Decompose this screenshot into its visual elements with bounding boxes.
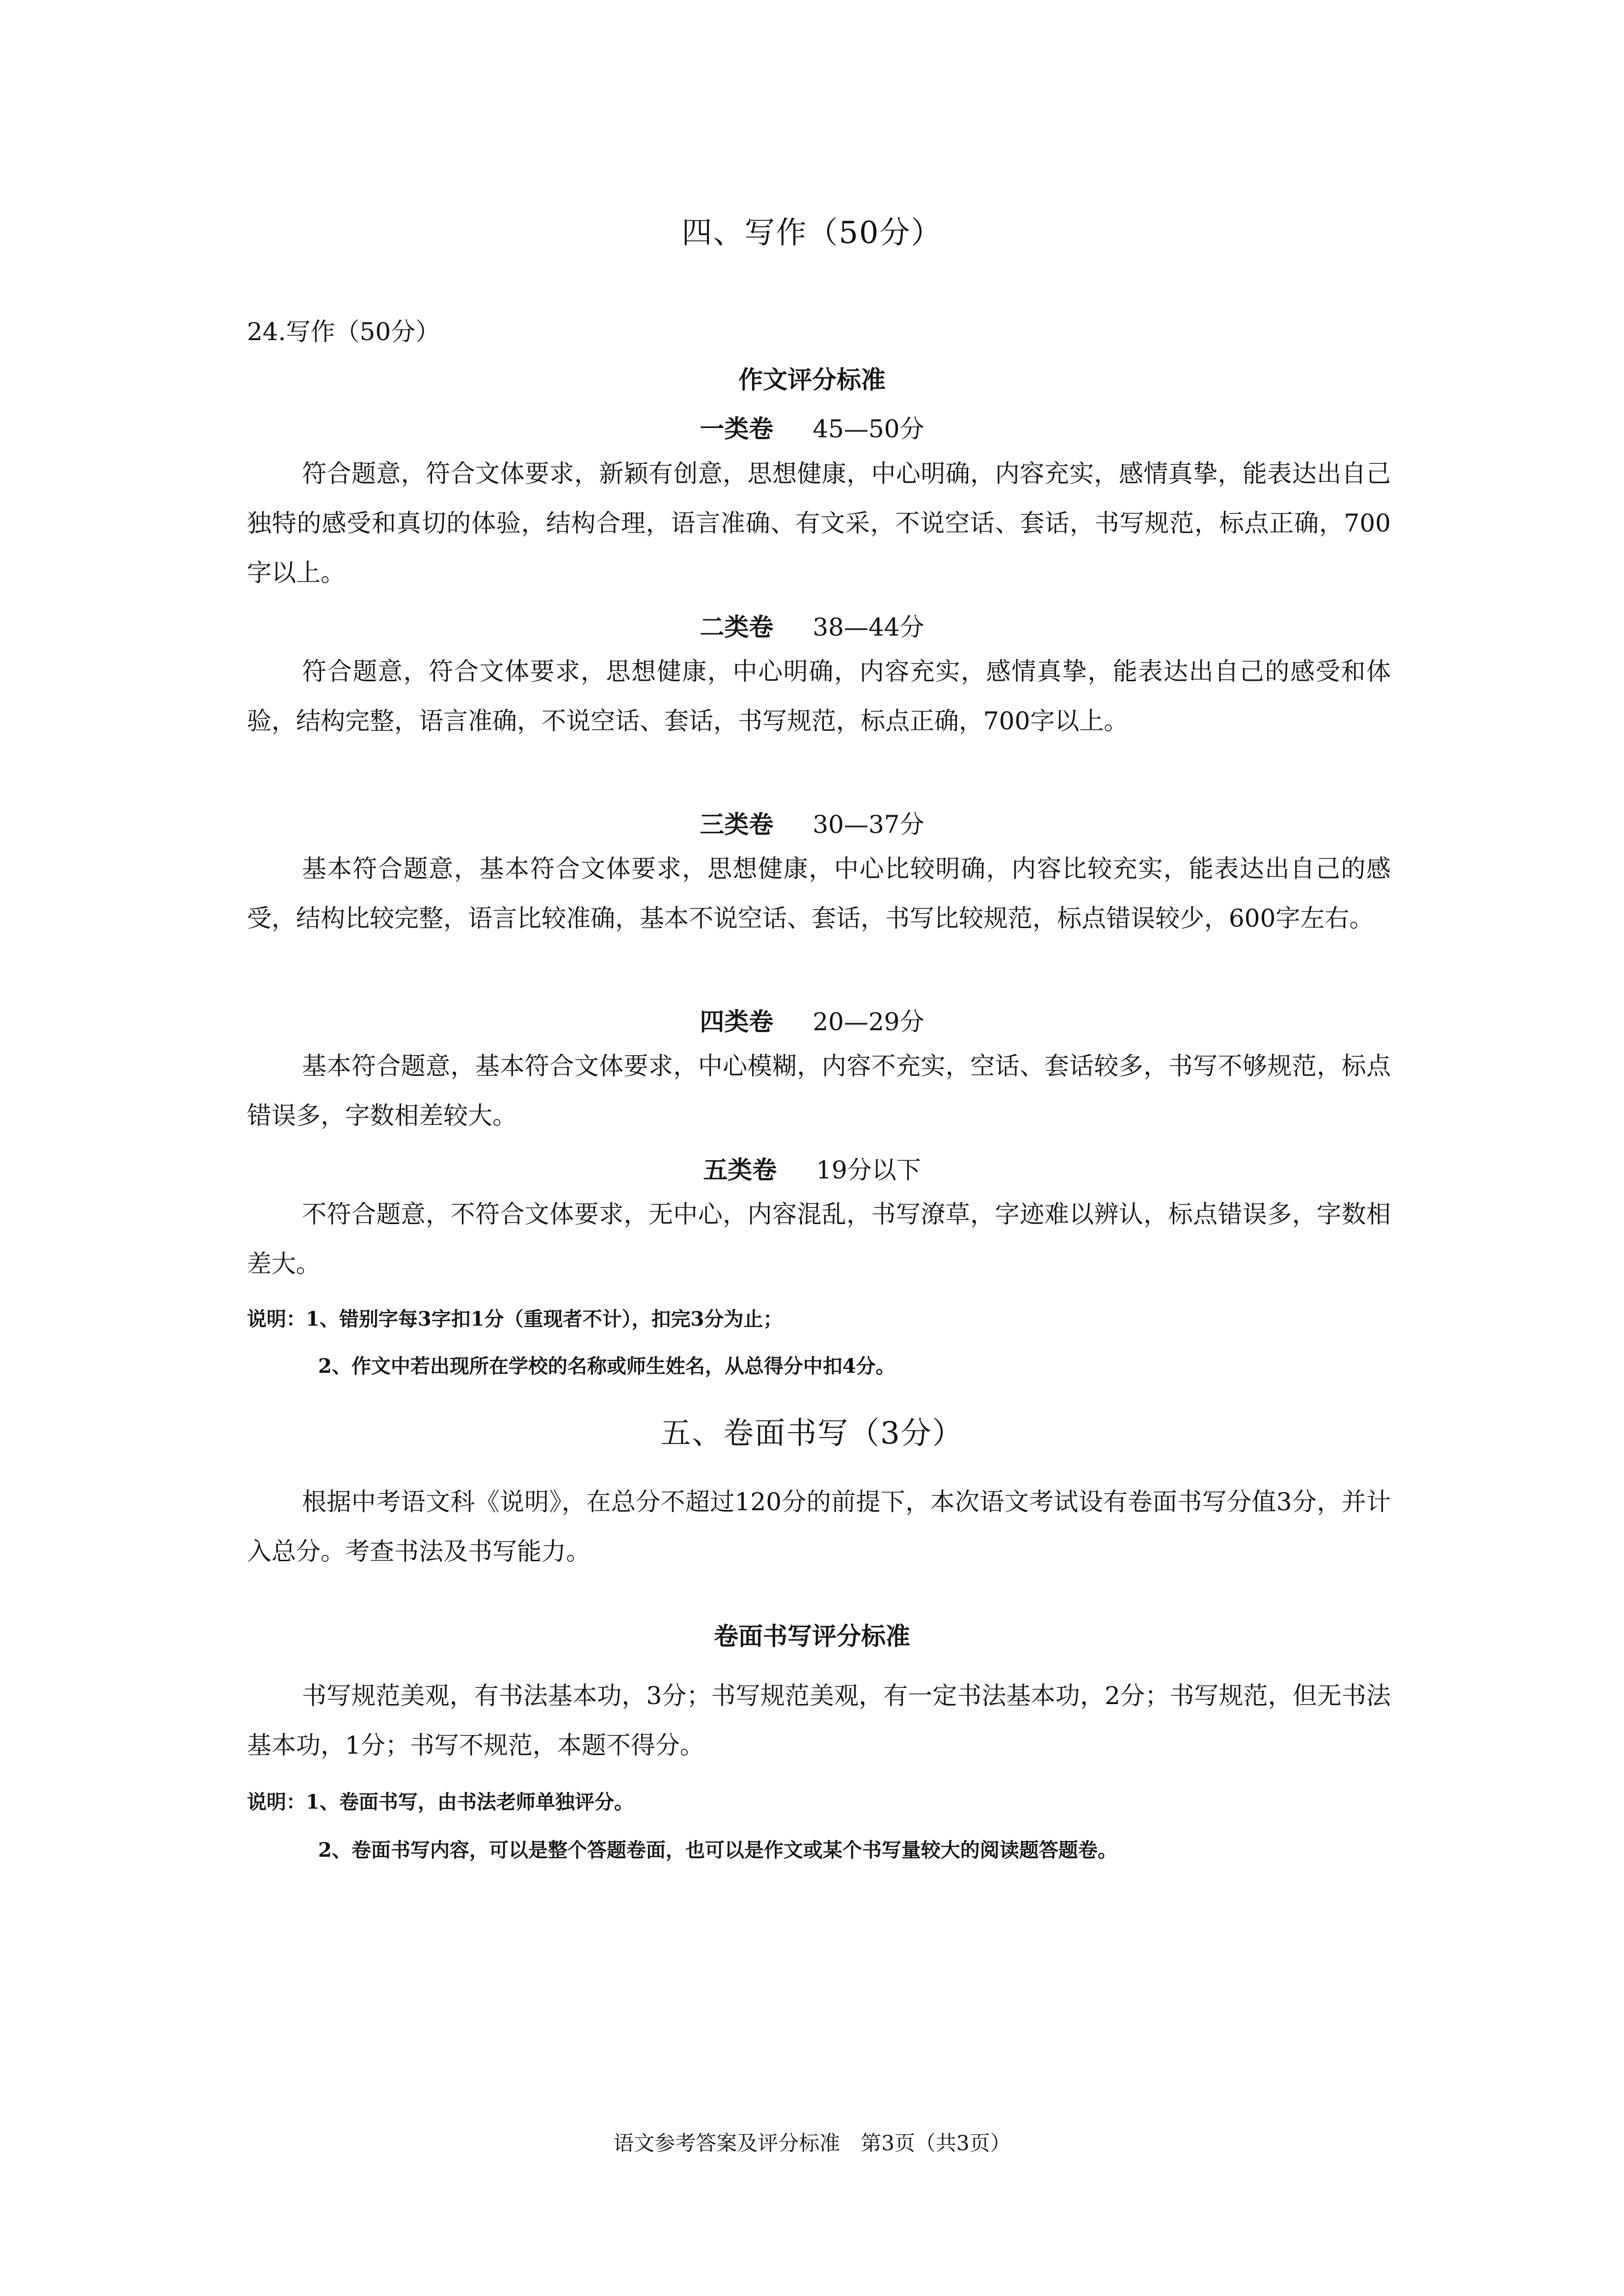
writing-note-2: 2、作文中若出现所在学校的名称或师生姓名，从总得分中扣4分。 (318, 1355, 895, 1378)
writing-section-title: 四、写作（50分） (681, 214, 943, 250)
page-footer: 语文参考答案及评分标准 第3页（共3页） (613, 2131, 1011, 2155)
grade-heading (0, 608, 1624, 643)
grade-heading (0, 805, 1624, 840)
writing-standard-title: 作文评分标准 (738, 366, 886, 394)
handwriting-standard-text: 书写规范美观，有书法基本功，3分；书写规范美观，有一定书法基本功，2分；书写规范，但无书法基本功，1分；书写不规范，本题不得分。 (247, 1682, 1391, 1760)
handwriting-note-1: 说明：1、卷面书写，由书法老师单独评分。 (247, 1790, 634, 1814)
grade-label: 三类卷 (700, 810, 774, 839)
grade-range: 45—50分 (812, 415, 924, 443)
grade-description: 不符合题意，不符合文体要求，无中心，内容混乱，书写潦草，字迹难以辨认，标点错误多，字数相差大。 (247, 1200, 1391, 1278)
handwriting-standard-title: 卷面书写评分标准 (714, 1622, 910, 1651)
grade-description: 符合题意，符合文体要求，新颖有创意，思想健康，中心明确，内容充实，感情真挚，能表达出自己独特的感受和真切的体验，结构合理，语言准确、有文采，不说空话、套话，书写规范，标点正确，700字以上。 (247, 459, 1391, 587)
grade-label: 五类卷 (703, 1156, 777, 1184)
grade-range: 30—37分 (812, 810, 924, 839)
grade-range: 38—44分 (812, 613, 924, 641)
grade-description: 符合题意，符合文体要求，思想健康，中心明确，内容充实，感情真挚，能表达出自己的感受和体验，结构完整，语言准确，不说空话、套话，书写规范，标点正确，700字以上。 (247, 657, 1391, 735)
grade-heading (0, 1002, 1624, 1038)
grade-heading (0, 409, 1624, 445)
grade-description: 基本符合题意，基本符合文体要求，思想健康，中心比较明确，内容比较充实，能表达出自己的感受，结构比较完整，语言比较准确，基本不说空话、套话，书写比较规范，标点错误较少，600字左右。 (247, 854, 1391, 933)
handwriting-intro: 根据中考语文科《说明》，在总分不超过120分的前提下，本次语文考试设有卷面书写分值3分，并计入总分。考查书法及书写能力。 (247, 1488, 1391, 1566)
handwriting-note-2: 2、卷面书写内容，可以是整个答题卷面，也可以是作文或某个书写量较大的阅读题答题卷。 (318, 1839, 1117, 1862)
grade-heading (0, 1150, 1624, 1186)
grade-label: 四类卷 (700, 1008, 774, 1036)
grade-range: 19分以下 (816, 1156, 921, 1184)
handwriting-section-title: 五、卷面书写（3分） (660, 1415, 964, 1451)
question-24: 24.写作（50分） (247, 318, 440, 346)
grade-label: 二类卷 (700, 613, 774, 641)
grade-range: 20—29分 (812, 1008, 924, 1036)
writing-note-1: 说明：1、错别字每3字扣1分（重现者不计），扣完3分为止； (247, 1308, 783, 1331)
grade-label: 一类卷 (700, 415, 774, 443)
grade-description: 基本符合题意，基本符合文体要求，中心模糊，内容不充实，空话、套话较多，书写不够规范，标点错误多，字数相差较大。 (247, 1052, 1391, 1130)
